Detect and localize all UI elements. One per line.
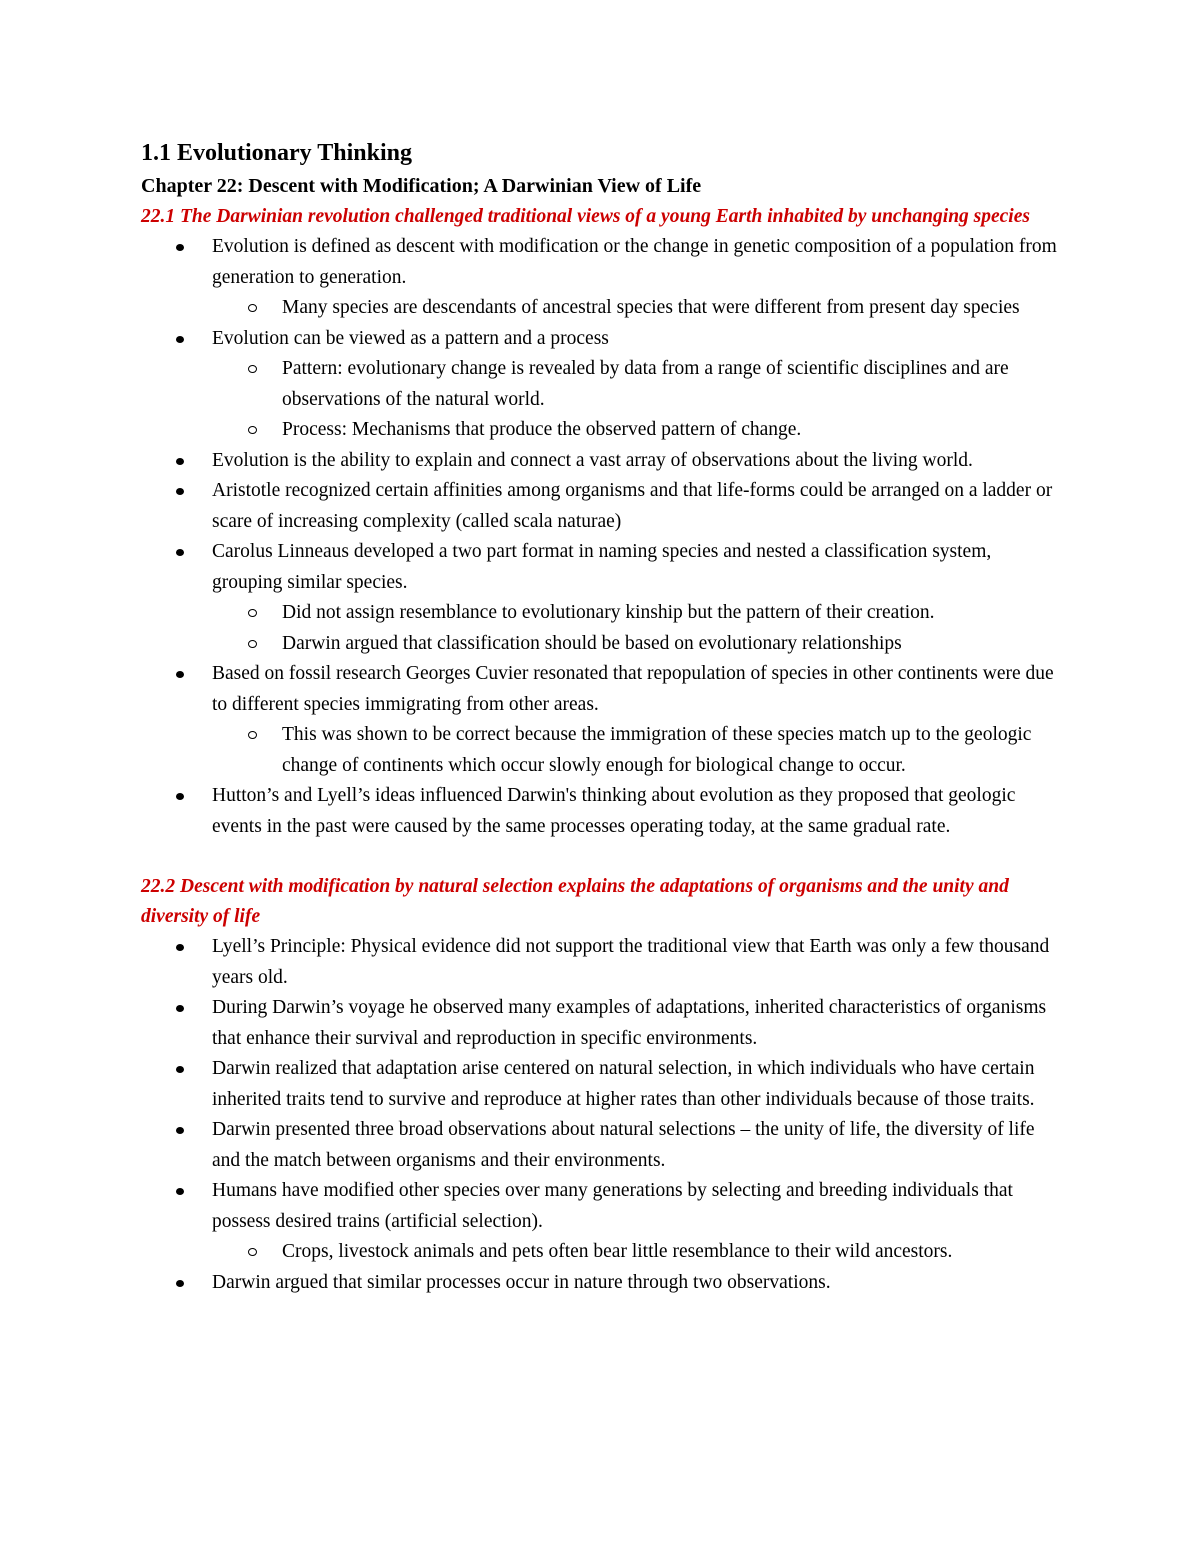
list-item: Evolution can be viewed as a pattern and a process: [141, 324, 1066, 355]
sub-list-item: Pattern: evolutionary change is revealed by data from a range of scientific disciplines and are observations of the natural world.: [141, 354, 1066, 415]
list-item: Hutton’s and Lyell’s ideas influenced Darwin's thinking about evolution as they proposed that geologic events in the past were caused by the same processes operating today, at the same gradual rate.: [141, 781, 1066, 842]
list-item: Aristotle recognized certain affinities among organisms and that life-forms could be arranged on a ladder or scare of increasing complexity (called scala naturae): [141, 476, 1066, 537]
list-item: Lyell’s Principle: Physical evidence did not support the traditional view that Earth was only a few thousand years old.: [141, 932, 1066, 993]
section-heading-22-2: 22.2 Descent with modification by natural selection explains the adaptations of organisms and the unity and diversity of life: [141, 876, 1009, 927]
sub-list-item: Did not assign resemblance to evolutionary kinship but the pattern of their creation.: [141, 598, 1066, 629]
list-item: Darwin realized that adaptation arise centered on natural selection, in which individuals who have certain inherited traits tend to survive and reproduce at higher rates than other individuals because of those traits.: [141, 1054, 1066, 1115]
sub-list-item: Darwin argued that classification should be based on evolutionary relationships: [141, 629, 1066, 660]
list-item: Darwin presented three broad observations about natural selections – the unity of life, the diversity of life and the match between organisms and their environments.: [141, 1115, 1066, 1176]
section-heading-22-1: 22.1 The Darwinian revolution challenged traditional views of a young Earth inhabited by unchanging species: [141, 206, 1030, 227]
page-title: 1.1 Evolutionary Thinking: [141, 140, 412, 166]
section-22-2-list: [141, 932, 1066, 1298]
list-item: During Darwin’s voyage he observed many examples of adaptations, inherited characteristics of organisms that enhance their survival and reproduction in specific environments.: [141, 993, 1066, 1054]
list-item: Evolution is the ability to explain and connect a vast array of observations about the living world.: [141, 446, 1066, 477]
section-22-1-list: [141, 232, 1066, 842]
sub-list-item: Crops, livestock animals and pets often bear little resemblance to their wild ancestors.: [141, 1237, 1066, 1268]
list-item: Evolution is defined as descent with modification or the change in genetic composition of a population from generation to generation.: [141, 232, 1066, 293]
list-item: Humans have modified other species over many generations by selecting and breeding individuals that possess desired trains (artificial selection).: [141, 1176, 1066, 1237]
list-item: Darwin argued that similar processes occur in nature through two observations.: [141, 1268, 1066, 1299]
list-item: Based on fossil research Georges Cuvier resonated that repopulation of species in other continents were due to different species immigrating from other areas.: [141, 659, 1066, 720]
chapter-heading: Chapter 22: Descent with Modification; A Darwinian View of Life: [141, 175, 702, 197]
document-content: [141, 138, 1066, 1298]
list-item: Carolus Linneaus developed a two part format in naming species and nested a classification system, grouping similar species.: [141, 537, 1066, 598]
sub-list-item: Process: Mechanisms that produce the observed pattern of change.: [141, 415, 1066, 446]
section-spacer: [141, 842, 1066, 872]
sub-list-item: Many species are descendants of ancestral species that were different from present day species: [141, 293, 1066, 324]
sub-list-item: This was shown to be correct because the immigration of these species match up to the geologic change of continents which occur slowly enough for biological change to occur.: [141, 720, 1066, 781]
